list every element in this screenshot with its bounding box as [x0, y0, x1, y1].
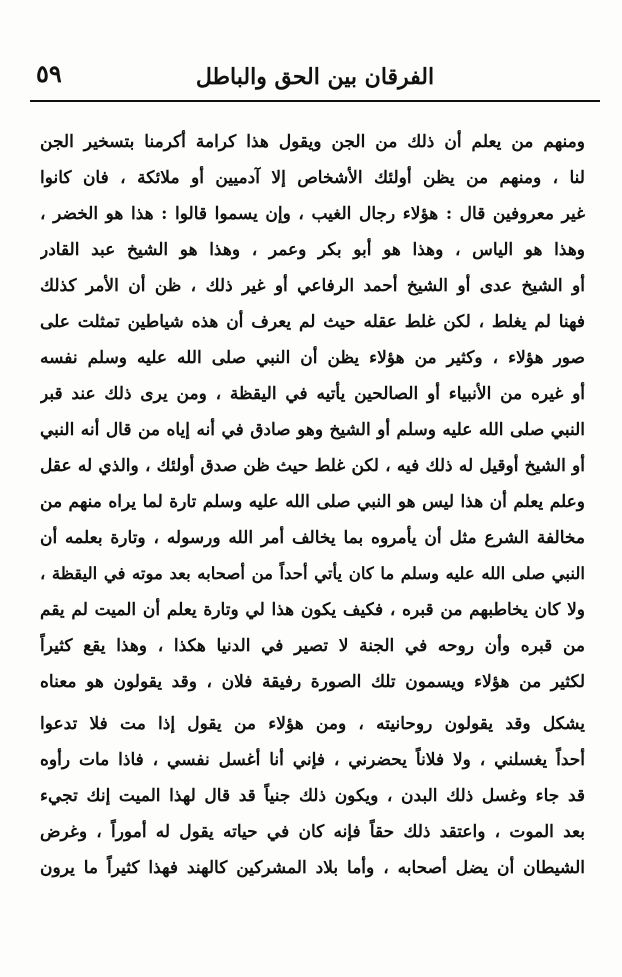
page-header: [30, 52, 600, 96]
text-line: أو الشيخ عدى أو الشيخ أحمد الرفاعي أو غير ذلك ، ظن أن الأمر كذلك: [40, 276, 585, 296]
text-line: ولا كان يخاطبهم من قبره ، فكيف يكون هذا لي وتارة يعلم أن الميت لم يقم: [40, 600, 585, 620]
text-line: أو الشيخ أوقيل له ذلك فيه ، لكن غلط حيث ظن صدق أولئك ، والذي له عقل: [40, 456, 585, 476]
text-line: النبي صلى الله عليه وسلم ما كان يأتي أحداً من أصحابه بعد موته في اليقظة ،: [40, 564, 585, 583]
text-line: مخالفة الشرع مثل أن يأمروه بما يخالف أمر الله ورسوله ، وتارة بعلمه أن: [40, 528, 585, 548]
text-line: أو غيره من الأنبياء أو الصالحين يأتيه في اليقظة ، ومن يرى ذلك عند قبر: [40, 384, 585, 404]
text-line: من قبره وأن روحه في الجنة لا تصير في الدنيا هكذا ، وهذا يقع كثيراً: [40, 636, 585, 656]
body-text: [40, 124, 585, 886]
page-number: ٥٩: [36, 59, 62, 88]
text-line: وعلم يعلم أن هذا ليس هو النبي صلى الله عليه وسلم تارة لما يراه منهم من: [40, 492, 585, 512]
text-line: وهذا هو الياس ، وهذا هو أبو بكر وعمر ، وهذا هو الشيخ عبد القادر: [40, 240, 585, 260]
text-line: أحداً يغسلني ، ولا فلاناً يحضرني ، فإني أنا أغسل نفسي ، فاذا مات رأوه: [40, 750, 585, 770]
text-line: صور هؤلاء ، وكثير من هؤلاء يظن أن النبي صلى الله عليه وسلم نفسه: [40, 348, 585, 368]
text-line: قد جاء وغسل ذلك البدن ، ويكون ذلك جنياً قد قال لهذا الميت إنك تجيء: [40, 786, 585, 806]
header-rule: [30, 100, 600, 102]
text-line: ومنهم من يعلم أن ذلك من الجن ويقول هذا كرامة أكرمنا بتسخير الجن: [40, 132, 585, 152]
text-line: بعد الموت ، واعتقد ذلك حقاً فإنه كان في حياته يقول له أموراً ، وغرض: [40, 822, 585, 842]
text-line: يشكل وقد يقولون روحانيته ، ومن هؤلاء من يقول إذا مت فلا تدعوا: [40, 714, 585, 734]
text-line: لنا ، ومنهم من يظن أولئك الأشخاص إلا آدميين أو ملائكة ، فان كانوا: [40, 168, 585, 188]
text-line: الشيطان أن يضل أصحابه ، وأما بلاد المشركين كالهند فهذا كثيراً ما يرون: [40, 858, 585, 878]
text-line: لكثير من هؤلاء ويسمون تلك الصورة رفيقة فلان ، وقد يقولون هو معناه: [40, 672, 585, 692]
text-line: فهنا لم يغلط ، لكن غلط عقله حيث لم يعرف أن هذه شياطين تمثلت على: [40, 312, 585, 332]
running-title: الفرقان بين الحق والباطل: [195, 64, 435, 90]
text-line: النبي صلى الله عليه وسلم أو الشيخ وهو صادق في أنه إياه من قال أنه النبي: [40, 420, 585, 440]
text-line: غير معروفين قال : هؤلاء رجال الغيب ، وإن يسموا قالوا : هذا هو الخضر ،: [40, 204, 585, 224]
